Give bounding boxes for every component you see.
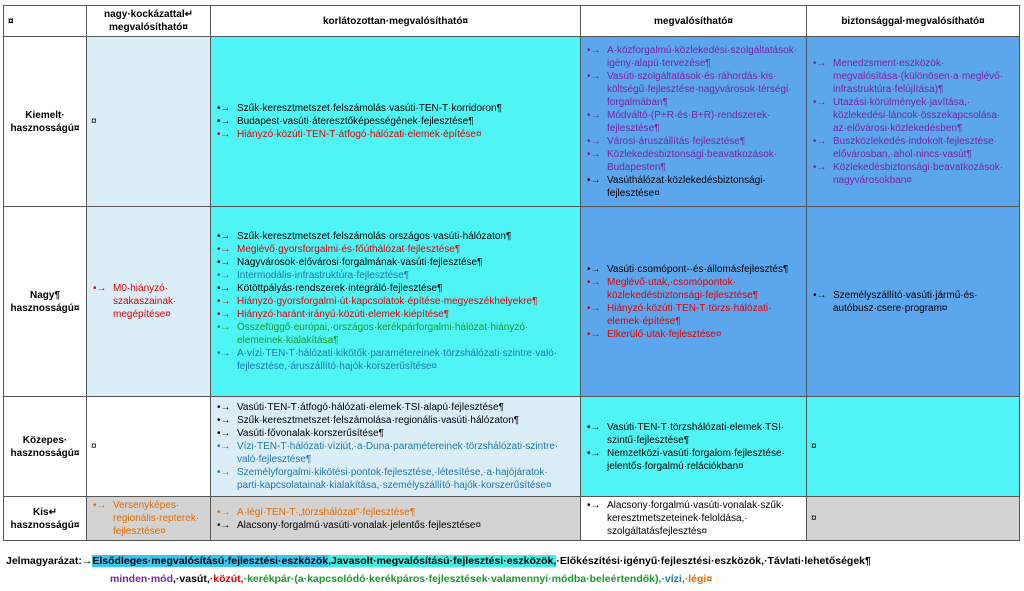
cell-medium-feasible xyxy=(581,397,807,497)
bullet-icon: •→ xyxy=(587,302,601,314)
bullet-icon: •→ xyxy=(217,348,231,359)
list-item-text: Meglévő·utak,·csomópontok· közlekedésbiztonsági·fejlesztése¶ xyxy=(607,276,759,301)
item-list xyxy=(215,230,576,373)
bullet-icon: •→ xyxy=(217,296,231,307)
cell-mark: ¤ xyxy=(91,116,97,127)
list-item-text: Vízi·TEN-T·hálózati·víziút,·a·Duna·paramétereinek·törzshálózati·szintre· való·fejlesztése¶ xyxy=(237,441,559,465)
list-item-text: Szűk·keresztmetszet·felszámolása·regionális·vasúti·hálózaton¶ xyxy=(237,415,520,426)
list-item-text: Hiányzó·haránt·irányú·közúti·elemek·kiépítése¶ xyxy=(237,309,450,320)
bullet-icon: •→ xyxy=(217,231,231,242)
item-list xyxy=(585,499,802,538)
list-item xyxy=(215,102,576,115)
bullet-icon: •→ xyxy=(217,506,231,518)
list-item xyxy=(215,401,576,414)
list-item-text: Meglévő·gyorsforgalmi·és·főúthálózat·fejlesztése¶ xyxy=(237,244,461,255)
list-item xyxy=(91,499,206,538)
list-item-text: Versenyképes· regionális·repterek· fejlesztése¤ xyxy=(113,500,200,537)
list-item-text: Összefüggő·európai,·országos·kerékpárforgalmi·hálózat·hiányzó· elemeinek·kialakítása¶ xyxy=(237,322,529,346)
bullet-icon: •→ xyxy=(217,309,231,320)
cell-outstanding-limited xyxy=(211,37,581,207)
list-item-text: Menedzsment·eszközök· megvalósítása·(különösen·a·meglévő· infrastruktúra·felújítása)¶ xyxy=(833,57,1004,95)
list-item xyxy=(811,289,1015,315)
bullet-icon: •→ xyxy=(587,276,601,288)
list-item xyxy=(215,230,576,243)
list-item-text: Kötöttpályás·rendszerek·integráló·fejlesztése¶ xyxy=(237,283,443,294)
cell-outstanding-feasible xyxy=(581,37,807,207)
bullet-icon: •→ xyxy=(587,328,601,340)
item-list xyxy=(91,282,206,321)
list-item xyxy=(215,321,576,347)
list-item-text: Városi·áruszállítás·fejlesztése¶ xyxy=(607,135,746,147)
list-item xyxy=(215,427,576,440)
bullet-icon: •→ xyxy=(813,161,827,173)
list-item-text: A·légi·TEN-T·„törzshálózat”·fejlesztése¶ xyxy=(237,506,416,518)
list-item xyxy=(585,328,802,341)
cell-medium-safe xyxy=(807,397,1020,497)
list-item xyxy=(585,447,802,473)
list-item-text: Személyforgalmi·kikötési·pontok·fejlesztése,·létesítése,·a·hajójáratok· parti·kapcsolatainak·kialakítása,·személyszállító·hajók·korszerűsítése¤ xyxy=(237,467,552,491)
cell-large-safe xyxy=(807,207,1020,397)
row-outstanding xyxy=(4,37,1020,207)
row-label-large: Nagy¶ hasznosságú¤ xyxy=(4,207,87,397)
bullet-icon: •→ xyxy=(217,103,231,114)
list-item-text: Vasúti·fővonalak·korszerűsítése¶ xyxy=(237,428,384,439)
bullet-icon: •→ xyxy=(587,174,601,186)
bullet-icon: •→ xyxy=(587,263,601,275)
header-safe: biztonsággal·megvalósítható¤ xyxy=(807,6,1020,37)
legend-primary: Elsődleges·megvalósítású·fejlesztési·eszközök xyxy=(92,555,329,567)
list-item-text: Budapest·vasúti·áteresztőképességének·fejlesztése¶ xyxy=(237,116,474,127)
bullet-icon: •→ xyxy=(93,283,107,294)
item-list xyxy=(215,506,576,532)
list-item xyxy=(585,70,802,109)
cell-mark: ¤ xyxy=(811,441,817,452)
list-item xyxy=(585,174,802,200)
list-item xyxy=(215,282,576,295)
list-item-text: Alacsony·forgalmú·vasúti·vonalak·jelentős·fejlesztése¤ xyxy=(237,519,481,531)
list-item xyxy=(585,109,802,135)
list-item xyxy=(585,148,802,174)
bullet-icon: •→ xyxy=(217,441,231,452)
list-item xyxy=(585,263,802,276)
legend-mode-air: ·légi¤ xyxy=(684,573,713,585)
bullet-icon: •→ xyxy=(813,289,827,301)
list-item xyxy=(215,440,576,466)
list-item xyxy=(215,466,576,492)
list-item xyxy=(215,295,576,308)
item-list xyxy=(215,401,576,492)
header-high-risk: nagy·kockázattal↵ megvalósítható¤ xyxy=(87,6,211,37)
list-item xyxy=(91,282,206,321)
item-list xyxy=(811,289,1015,315)
list-item-text: Hiányzó·közúti·TEN-T·törzs·hálózati· elemek·építése¶ xyxy=(607,302,772,327)
bullet-icon: •→ xyxy=(587,447,601,459)
cell-outstanding-high-risk xyxy=(87,37,211,207)
list-item xyxy=(811,57,1015,96)
bullet-icon: •→ xyxy=(217,244,231,255)
legend-mode-road: ·közút, xyxy=(209,573,244,585)
list-item-text: Szűk·keresztmetszet·felszámolás·vasúti·TEN-T·korridoron¶ xyxy=(237,103,502,114)
list-item-text: Vasúti·TEN-T·törzshálózati·elemek·TSI· szintű·fejlesztése¶ xyxy=(607,421,785,446)
bullet-icon: •→ xyxy=(587,500,601,511)
cell-small-limited xyxy=(211,497,581,541)
list-item xyxy=(585,499,802,538)
list-item-text: Közlekedésbiztonsági·beavatkozások· Budapesten¶ xyxy=(607,148,778,173)
bullet-icon: •→ xyxy=(93,500,107,511)
header-feasible: megvalósítható¤ xyxy=(581,6,807,37)
list-item-text: A·vízi·TEN-T·hálózati·kikötők·paramétereinek·törzshálózati·szintre·való· fejlesztése,·áruszállító·hajók·korszerűsítése¤ xyxy=(237,348,558,372)
bullet-icon: •→ xyxy=(217,129,231,140)
cell-small-safe xyxy=(807,497,1020,541)
row-small xyxy=(4,497,1020,541)
list-item xyxy=(811,135,1015,161)
list-item-text: Utazási·körülmények·javítása,· közlekedési·láncok·összekapcsolása· az·elővárosi·közlekedésben¶ xyxy=(833,96,1001,134)
list-item-text: Hiányzó·közúti·TEN-T·átfogó·hálózati·elemek·építése¤ xyxy=(237,129,482,140)
cell-mark: ¤ xyxy=(91,441,97,452)
list-item xyxy=(585,135,802,148)
priority-matrix-table xyxy=(3,5,1020,541)
bullet-icon: •→ xyxy=(587,44,601,56)
list-item-text: Hiányzó·gyorsforgalmi·út·kapcsolatok·építése·megyeszékhelyekre¶ xyxy=(237,296,538,307)
list-item xyxy=(215,308,576,321)
bullet-icon: •→ xyxy=(813,96,827,108)
list-item xyxy=(215,347,576,373)
legend-recommended: ,Javasolt·megvalósítású·fejlesztési·eszközök, xyxy=(328,555,557,567)
list-item xyxy=(215,519,576,532)
cell-large-high-risk xyxy=(87,207,211,397)
item-list xyxy=(585,421,802,473)
bullet-icon: •→ xyxy=(217,257,231,268)
bullet-icon: •→ xyxy=(217,428,231,439)
item-list xyxy=(585,263,802,341)
legend-mode-bike: ·kerékpár·(a·kapcsolódó·kerékpáros·fejlesztések·valamennyi·módba·beleértendők), xyxy=(243,573,662,585)
bullet-icon: •→ xyxy=(217,519,231,531)
list-item-text: Közlekedésbiztonsági·beavatkozások· nagyvárosokban¤ xyxy=(833,161,1004,186)
row-label-small: Kis↵ hasznosságú¤ xyxy=(4,497,87,541)
list-item-text: Vasúti·csomópont-·és·állomásfejlesztés¶ xyxy=(607,263,789,275)
list-item-text: Nemzetközi·vasúti·forgalom·fejlesztése· jelentős·forgalmú·relációkban¤ xyxy=(607,447,785,472)
row-large xyxy=(4,207,1020,397)
list-item-text: Vasúti·TEN-T·átfogó·hálózati·elemek·TSI·alapú·fejlesztése¶ xyxy=(237,402,504,413)
cell-mark: ¤ xyxy=(811,513,817,524)
cell-medium-high-risk xyxy=(87,397,211,497)
cell-small-high-risk xyxy=(87,497,211,541)
row-label-medium: Közepes· hasznosságú¤ xyxy=(4,397,87,497)
bullet-icon: •→ xyxy=(217,116,231,127)
item-list xyxy=(91,499,206,538)
list-item xyxy=(215,256,576,269)
cell-medium-limited xyxy=(211,397,581,497)
item-list xyxy=(215,102,576,141)
bullet-icon: •→ xyxy=(587,70,601,82)
list-item xyxy=(585,44,802,70)
legend-preparation: ·Előkészítési·igényű·fejlesztési·eszközök, xyxy=(556,555,765,567)
cell-large-limited xyxy=(211,207,581,397)
bullet-icon: •→ xyxy=(813,135,827,147)
list-item xyxy=(215,128,576,141)
list-item xyxy=(811,161,1015,187)
legend-line-2 xyxy=(6,570,1016,588)
header-corner: ¤ xyxy=(4,6,87,37)
header-row xyxy=(4,6,1020,37)
cell-outstanding-safe xyxy=(807,37,1020,207)
legend xyxy=(6,552,1016,588)
list-item xyxy=(585,276,802,302)
row-medium xyxy=(4,397,1020,497)
list-item xyxy=(215,269,576,282)
list-item-text: Nagyvárosok·elővárosi·forgalmának·vasúti·fejlesztése¶ xyxy=(237,257,483,268)
list-item-text: A·közforgalmú·közlekedési·szolgáltatások· igény·alapú·tervezése¶ xyxy=(607,44,798,69)
item-list xyxy=(585,44,802,200)
legend-mode-all: minden·mód xyxy=(110,573,173,585)
bullet-icon: •→ xyxy=(217,467,231,478)
bullet-icon: •→ xyxy=(217,283,231,294)
legend-line-1 xyxy=(6,552,1016,570)
list-item-text: Intermodális·infrastruktúra·fejlesztése¶ xyxy=(237,270,410,281)
list-item xyxy=(585,421,802,447)
list-item xyxy=(215,115,576,128)
list-item xyxy=(215,506,576,519)
legend-future: ·Távlati·lehetőségek¶ xyxy=(764,555,871,567)
list-item xyxy=(811,96,1015,135)
row-label-outstanding: Kiemelt· hasznosságú¤ xyxy=(4,37,87,207)
cell-small-feasible xyxy=(581,497,807,541)
list-item xyxy=(585,302,802,328)
legend-label: Jelmagyarázat:→ xyxy=(6,555,93,567)
list-item xyxy=(215,243,576,256)
bullet-icon: •→ xyxy=(217,322,231,333)
list-item-text: Vasúti·szolgáltatások·és·ráhordás·kis· költségű·fejlesztése·nagyvárosok·térségi· forgalmában¶ xyxy=(607,70,792,108)
legend-mode-water: ·vízi, xyxy=(661,573,685,585)
bullet-icon: •→ xyxy=(217,402,231,413)
list-item-text: Szűk·keresztmetszet·felszámolás·országos·vasúti·hálózaton¶ xyxy=(237,231,512,242)
list-item xyxy=(215,414,576,427)
item-list xyxy=(811,57,1015,187)
bullet-icon: •→ xyxy=(217,270,231,281)
bullet-icon: •→ xyxy=(587,148,601,160)
list-item-text: Buszközlekedés·indokolt·fejlesztése· elővárosban,·ahol·nincs·vasút¶ xyxy=(833,135,997,160)
legend-mode-rail: ,·vasút, xyxy=(173,573,210,585)
bullet-icon: •→ xyxy=(587,421,601,433)
bullet-icon: •→ xyxy=(587,135,601,147)
bullet-icon: •→ xyxy=(217,415,231,426)
bullet-icon: •→ xyxy=(587,109,601,121)
list-item-text: Módváltó·(P+R·és·B+R)·rendszerek· fejlesztése¶ xyxy=(607,109,771,134)
list-item-text: Vasúthálózat·közlekedésbiztonsági· fejlesztése¤ xyxy=(607,174,766,199)
cell-large-feasible xyxy=(581,207,807,397)
list-item-text: Alacsony·forgalmú·vasúti·vonalak·szűk· keresztmetszeteinek·feloldása,· szolgáltatásfejlesztés¤ xyxy=(607,500,785,537)
bullet-icon: •→ xyxy=(813,57,827,69)
list-item-text: Elkerülő·utak·fejlesztése¤ xyxy=(607,328,722,340)
header-limited: korlátozottan·megvalósítható¤ xyxy=(211,6,581,37)
list-item-text: Személyszállító·vasúti·jármű·és· autóbusz·csere·program¤ xyxy=(833,289,978,314)
list-item-text: M0·hiányzó· szakaszainak· megépítése¤ xyxy=(113,283,177,320)
